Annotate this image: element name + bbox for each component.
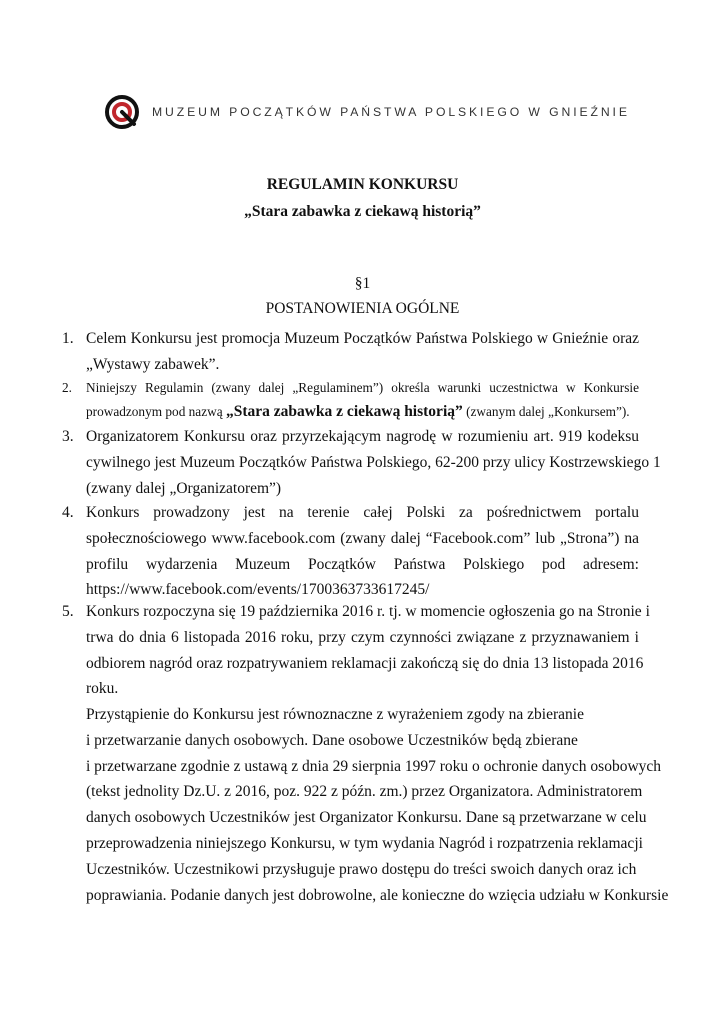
list-number: 5.	[62, 603, 74, 620]
list-item-2	[86, 376, 639, 423]
text-line: Uczestników. Uczestnikowi przysługuje prawo dostępu do treści swoich danych oraz ich	[86, 860, 637, 878]
text-line: danych osobowych Uczestników jest Organizator Konkursu. Dane są przetwarzane w celu	[86, 809, 647, 827]
text-line: „Wystawy zabawek”.	[86, 355, 220, 373]
text-line: poprawiania. Podanie danych jest dobrowolne, ale konieczne do wzięcia udziału w Konkursie	[86, 886, 669, 904]
contest-name: „Stara zabawka z ciekawą historią”	[244, 203, 481, 220]
section-heading: POSTANOWIENIA OGÓLNE	[265, 300, 460, 317]
text-line: odbiorem nagród oraz rozpatrywaniem reklamacji zakończą się do dnia 13 listopada 2016	[86, 654, 644, 672]
text-fragment: prowadzonym pod nazwą	[86, 403, 226, 419]
list-item-5	[86, 599, 650, 702]
museum-logo-icon	[104, 94, 140, 130]
list-item-4	[86, 500, 639, 603]
list-item-3	[86, 424, 661, 501]
list-number: 4.	[62, 504, 74, 521]
text-line: społecznościowego www.facebook.com (zwany dalej “Facebook.com” lub „Strona”) na	[86, 529, 639, 547]
text-line: trwa do dnia 6 listopada 2016 roku, przy czym czynności związane z przyznawaniem i	[86, 628, 639, 646]
list-item-1	[86, 326, 639, 378]
section-number: §1	[354, 275, 371, 292]
text-line: https://www.facebook.com/events/1700363733617245/	[86, 581, 430, 599]
contest-name-bold: „Stara zabawka z ciekawą historią”	[225, 402, 463, 420]
list-number: 1.	[62, 330, 74, 347]
text-line: Celem Konkursu jest promocja Muzeum Początków Państwa Polskiego w Gnieźnie oraz	[86, 330, 639, 347]
text-line	[86, 400, 639, 424]
text-fragment: (zwanym dalej „Konkursem”).	[462, 403, 630, 419]
text-line: Niniejszy Regulamin (zwany dalej „Regulaminem”) określa warunki uczestnictwa w Konkursie	[86, 380, 639, 395]
text-line: roku.	[86, 680, 119, 698]
text-line: Konkurs prowadzony jest na terenie całej Polski za pośrednictwem portalu	[86, 504, 639, 521]
text-line: Przystąpienie do Konkursu jest równoznaczne z wyrażeniem zgody na zbieranie	[86, 706, 584, 723]
list-number: 3.	[62, 428, 74, 445]
text-line: i przetwarzanie danych osobowych. Dane osobowe Uczestników będą zbierane	[86, 731, 578, 749]
document-title: REGULAMIN KONKURSU	[266, 176, 459, 193]
list-number: 2.	[62, 380, 72, 395]
text-line: przeprowadzenia niniejszego Konkursu, w tym wydania Nagród i rozpatrzenia reklamacji	[86, 834, 643, 852]
text-line: Konkurs rozpoczyna się 19 października 2016 r. tj. w momencie ogłoszenia go na Stronie i	[86, 603, 650, 620]
text-line: profilu wydarzenia Muzeum Początków Państwa Polskiego pod adresem:	[86, 555, 639, 573]
text-line: (zwany dalej „Organizatorem”)	[86, 479, 282, 497]
text-line: i przetwarzane zgodnie z ustawą z dnia 29 sierpnia 1997 roku o ochronie danych osobowych	[86, 757, 662, 775]
museum-name: MUZEUM POCZĄTKÓW PAŃSTWA POLSKIEGO W GNIEŹNIE	[152, 105, 630, 119]
museum-header	[104, 94, 644, 134]
consent-paragraph	[86, 702, 669, 908]
text-line: Organizatorem Konkursu oraz przyrzekającym nagrodę w rozumieniu art. 919 kodeksu	[86, 428, 639, 445]
text-line: cywilnego jest Muzeum Początków Państwa Polskiego, 62-200 przy ulicy Kostrzewskiego 1	[86, 453, 661, 471]
text-line: (tekst jednolity Dz.U. z 2016, poz. 922 z późn. zm.) przez Organizatora. Administratorem	[86, 783, 643, 801]
